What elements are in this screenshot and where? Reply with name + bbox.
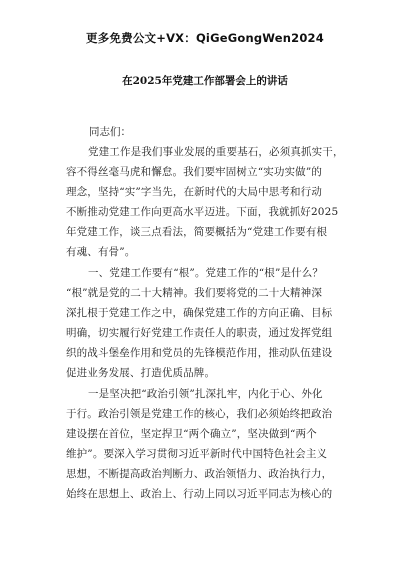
body-line: “根”就是党的二十大精神。我们要将党的二十大精神深 (66, 287, 322, 299)
body-line: 促进业务发展、打造优质品牌。 (66, 367, 216, 379)
body-line: 深扎根于党建工作之中，确保党建工作的方向正确、目标 (66, 307, 333, 319)
section-heading-line: 一、党建工作要有“根”。党建工作的“根”是什么？ (88, 267, 324, 279)
body-line: 思想，不断提高政治判断力、政治领悟力、政治执行力， (66, 468, 333, 480)
body-line: 始终在思想上、政治上、行动上同以习近平同志为核心的 (66, 488, 333, 500)
body-line: 容不得丝毫马虎和懈怠。我们要牢固树立“实功实做”的 (66, 166, 322, 178)
document-title: 在2025年党建工作部署会上的讲话 (122, 75, 288, 87)
body-line: 建设摆在首位，坚定捍卫“两个确立”，坚决做到“两个 (66, 428, 317, 440)
subsection-heading-line: 一是坚决把“政治引领”扎深扎牢，内化于心、外化 (88, 388, 323, 400)
watermark-header: 更多免费公文+VX：QiGeGongWen2024 (86, 31, 324, 45)
body-line: 理念，坚持“实”字当先，在新时代的大局中思考和行动 (66, 186, 322, 198)
body-line: 明确，切实履行好党建工作责任人的职责，通过发挥党组 (66, 327, 333, 339)
body-line: 年党建工作，谈三点看法，简要概括为“党建工作要有根 (66, 226, 328, 238)
body-line: 党建工作是我们事业发展的重要基石，必须真抓实干， (88, 146, 344, 158)
body-line: 维护”。要深入学习贯彻习近平新时代中国特色社会主义 (66, 448, 328, 460)
body-line: 于行。政治引领是党建工作的核心，我们必须始终把政治 (66, 408, 333, 420)
salutation: 同志们： (89, 126, 131, 138)
body-line: 不断推动党建工作向更高水平迈进。下面，我就抓好2025 (66, 206, 339, 218)
body-line: 织的战斗堡垒作用和党员的先锋模范作用，推动队伍建设 (66, 347, 333, 359)
body-line: 有魂、有骨”。 (66, 246, 136, 258)
